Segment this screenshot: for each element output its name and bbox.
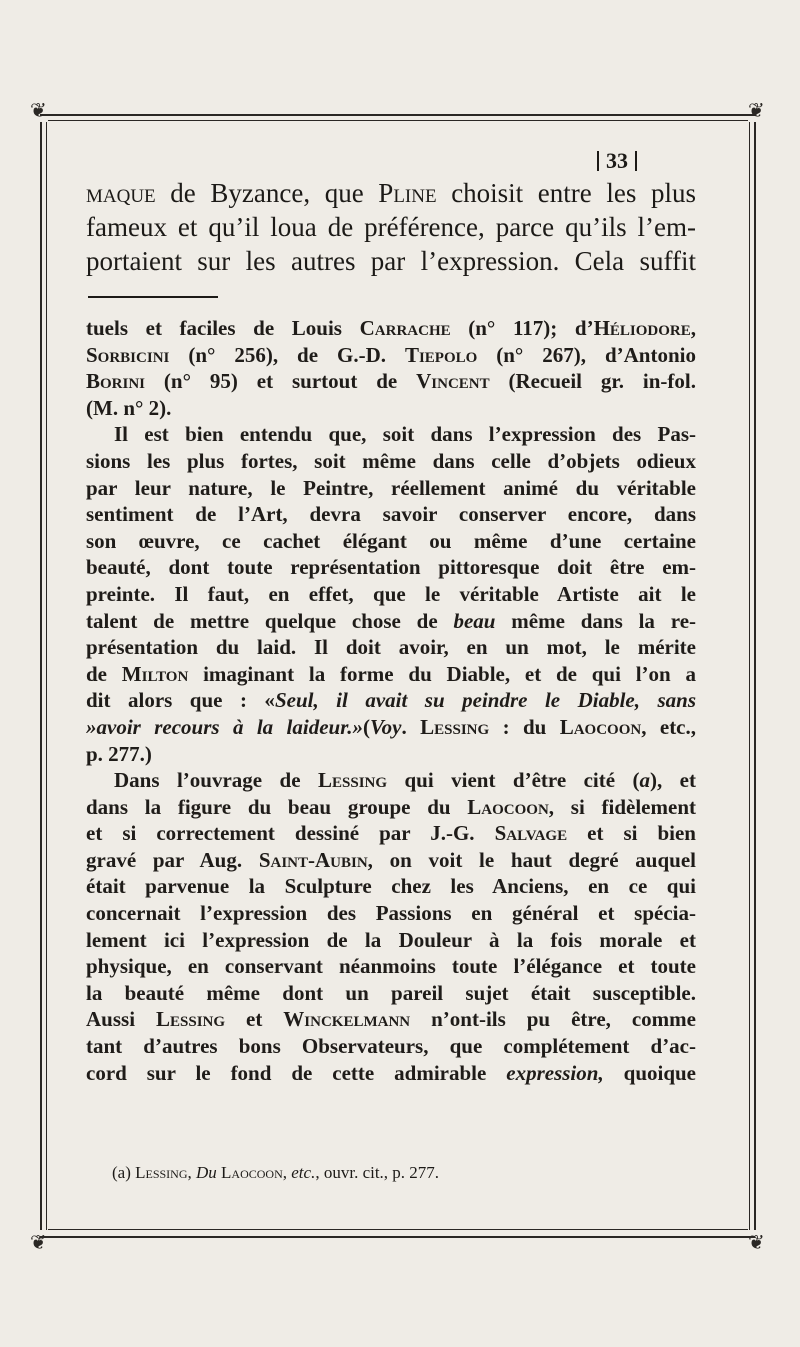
text-line: et si correctement dessiné par J.-G. Salvage et si bien xyxy=(86,821,696,846)
text-line: lement ici l’expression de la Douleur à la fois morale et xyxy=(86,927,696,952)
text-line: talent de mettre quelque chose de beau même dans la re- xyxy=(86,608,697,633)
text-line: preinte. Il faut, en effet, que le véritable Artiste ait le xyxy=(86,581,696,606)
footnote-separator xyxy=(88,296,218,298)
text-line: portaient sur les autres par l’expression. Cela suffit xyxy=(86,246,696,276)
text-line: par leur nature, le Peintre, réellement animé du véritable xyxy=(86,475,696,500)
text-line: Il est bien entendu que, soit dans l’expression des Pas- xyxy=(114,422,696,447)
text-line: présentation du laid. Il doit avoir, en un mot, le mérite xyxy=(86,635,696,660)
text-line: dit alors que : «Seul, il avait su peindre le Diable, sans xyxy=(86,688,696,713)
text-line: Sorbicini (n° 256), de G.-D. Tiepolo (n° 267), d’Antonio xyxy=(86,342,696,367)
text-line: tant d’autres bons Observateurs, que complétement d’ac- xyxy=(86,1034,696,1059)
corner-ornament-icon: ❦ xyxy=(30,1230,47,1254)
text-line: gravé par Aug. Saint-Aubin, on voit le haut degré auquel xyxy=(86,847,696,872)
corner-ornament-icon: ❦ xyxy=(30,98,47,122)
text-line: physique, en conservant néanmoins toute l’élégance et toute xyxy=(86,954,696,979)
text-line: cord sur le fond de cette admirable expression, quoique xyxy=(86,1060,697,1085)
frame-top-rule xyxy=(40,114,755,116)
text-line: de Milton imaginant la forme du Diable, et de qui l’on a xyxy=(86,661,697,686)
text-line: p. 277.) xyxy=(86,741,152,766)
page-number: 33 xyxy=(590,148,644,174)
frame-left-rule-inner xyxy=(46,122,47,1230)
text-line: la beauté même dont un pareil sujet était susceptible. xyxy=(86,980,696,1005)
note-text xyxy=(86,315,696,1086)
page-number-bar xyxy=(635,151,637,171)
text-line: Dans l’ouvrage de Lessing qui vient d’être cité (a), et xyxy=(114,768,696,793)
frame-right-rule xyxy=(754,122,756,1230)
text-line: beauté, dont toute représentation pittoresque doit être em- xyxy=(86,555,696,580)
footnote: (a) Lessing, Du Laocoon, etc., ouvr. cit., p. 277. xyxy=(112,1163,440,1182)
text-line: Aussi Lessing et Winckelmann n’ont-ils pu être, comme xyxy=(86,1007,696,1032)
text-line: était parvenue la Sculpture chez les Anciens, en ce qui xyxy=(86,874,696,899)
frame-right-rule-inner xyxy=(749,122,750,1230)
text-line: sions les plus fortes, soit même dans celle d’objets odieux xyxy=(86,448,696,473)
main-text xyxy=(86,176,696,278)
text-line: son œuvre, ce cachet élégant ou même d’une certaine xyxy=(86,528,696,553)
frame-bottom-rule xyxy=(40,1236,755,1238)
frame-left-rule xyxy=(40,122,42,1230)
text-line: tuels et faciles de Louis Carrache (n° 117); d’Héliodore, xyxy=(86,316,697,340)
text-line: fameux et qu’il loua de préférence, parce qu’ils l’em- xyxy=(86,212,696,242)
corner-ornament-icon: ❦ xyxy=(748,98,765,122)
corner-ornament-icon: ❦ xyxy=(748,1230,765,1254)
frame-bottom-rule-inner xyxy=(48,1229,748,1230)
text-line: »avoir recours à la laideur.»(Voy. Lessing : du Laocoon, etc., xyxy=(86,714,697,739)
text-line: concernait l’expression des Passions en général et spécia- xyxy=(86,901,696,926)
text-line: Borini (n° 95) et surtout de Vincent (Recueil gr. in-fol. xyxy=(86,369,697,394)
text-line: (M. n° 2). xyxy=(86,395,172,420)
text-line: maque de Byzance, que Pline choisit entre les plus xyxy=(86,178,696,208)
frame-top-rule-inner xyxy=(48,120,748,121)
text-line: sentiment de l’Art, devra savoir conserver encore, dans xyxy=(86,502,696,527)
text-line: dans la figure du beau groupe du Laocoon, si fidèlement xyxy=(86,794,696,819)
page-number-bar xyxy=(597,151,599,171)
